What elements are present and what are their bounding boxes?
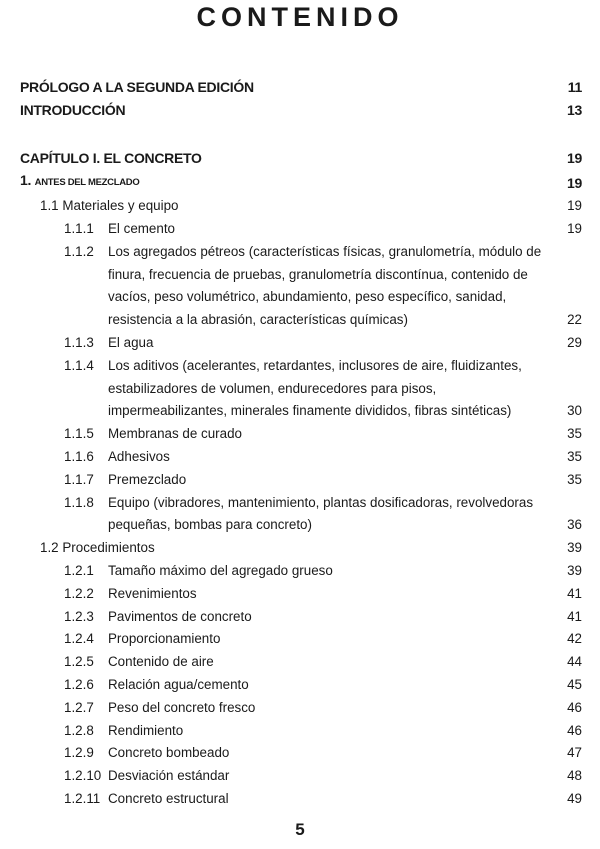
entry-title: Pavimentos de concreto [108,608,252,624]
entry-page-number: 49 [567,790,582,806]
entry-title: CAPÍTULO I. EL CONCRETO [20,149,202,166]
entry-title: Relación agua/cemento [108,676,249,692]
entry-title: Proporcionamiento [108,631,221,647]
toc-entry[interactable] [0,76,600,99]
entry-number: 1.2 [40,540,59,556]
entry-title: Peso del concreto fresco [108,699,256,715]
entry-page-number: 29 [567,334,582,350]
entry-page-number: 46 [567,722,582,738]
entry-page-number: 19 [567,149,582,166]
toc-entry[interactable] [0,147,600,170]
toc-entry[interactable] [0,788,600,811]
entry-number: 1.2.5 [64,654,94,670]
toc-entry[interactable] [0,423,600,446]
toc-entry[interactable] [0,218,600,241]
entry-title: Concreto bombeado [108,745,230,761]
entry-page-number: 35 [567,426,582,442]
entry-number: 1.1.5 [64,426,94,442]
entry-title: Premezclado [108,471,187,487]
entry-title: Materiales y equipo [62,198,179,214]
toc-entry[interactable] [0,537,600,560]
entry-number: 1.2.4 [64,631,94,647]
entry-number: 1.2.7 [64,699,94,715]
entry-page-number: 42 [567,631,582,647]
toc-entry[interactable] [0,169,600,195]
entry-number: 1.2.3 [64,608,94,624]
entry-number: 1.1.6 [64,448,94,464]
entry-page-number: 39 [567,540,582,556]
entry-title: El cemento [108,220,175,236]
entry-page-number: 22 [567,312,582,328]
entry-title: ANTES DEL MEZCLADO [34,177,140,189]
entry-page-number: 35 [567,471,582,487]
page-title: CONTENIDO [196,2,404,32]
entry-title: Membranas de curado [108,426,242,442]
entry-page-number: 36 [567,517,582,533]
entry-title: Los agregados pétreos (características físicas, granulometría, módulo de finura, frecuencia de pruebas, granulometría discontínua, contenido de vacíos, peso volumétrico, abundamiento, peso específico, sanidad, resistencia a la abrasión, características químicas) [108,243,542,328]
entry-number: 1.2.11 [64,790,101,806]
toc-entry[interactable] [0,697,600,720]
entry-page-number: 30 [567,403,582,419]
entry-title: Adhesivos [108,448,170,464]
entry-title: El agua [108,334,154,350]
entry-number: 1.1.8 [64,494,94,510]
table-of-contents [0,76,600,811]
entry-number: 1.1.2 [64,243,94,259]
entry-number: 1.1.3 [64,334,94,350]
entry-page-number: 19 [567,198,582,214]
toc-entry[interactable] [0,674,600,697]
toc-entry[interactable] [0,355,600,423]
entry-page-number: 19 [567,220,582,236]
toc-entry[interactable] [0,720,600,743]
entry-page-number: 13 [567,101,582,118]
entry-number: 1.2.6 [64,676,94,692]
toc-entry[interactable] [0,742,600,765]
entry-title: Concreto estructural [108,790,229,806]
entry-number: 1.1.4 [64,357,94,373]
entry-title: Procedimientos [62,540,155,556]
entry-number: 1.2.2 [64,585,94,601]
entry-page-number: 41 [567,585,582,601]
entry-page-number: 39 [567,562,582,578]
toc-entry[interactable] [0,651,600,674]
entry-title: Equipo (vibradores, mantenimiento, plantas dosificadoras, revolvedoras pequeñas, bombas para concreto) [108,494,534,533]
entry-number: 1.2.8 [64,722,94,738]
entry-number: 1. [20,172,32,189]
toc-entry[interactable] [0,628,600,651]
entry-page-number: 48 [567,768,582,784]
entry-number: 1.2.10 [64,768,102,784]
toc-entry[interactable] [0,606,600,629]
toc-entry[interactable] [0,492,600,538]
toc-entry[interactable] [0,765,600,788]
entry-number: 1.2.1 [64,562,94,578]
toc-entry[interactable] [0,560,600,583]
toc-entry[interactable] [0,332,600,355]
toc-entry[interactable] [0,446,600,469]
toc-entry[interactable] [0,195,600,218]
entry-number: 1.1 [40,198,59,214]
entry-page-number: 11 [567,79,582,95]
entry-page-number: 41 [567,608,582,624]
entry-number: 1.2.9 [64,745,94,761]
entry-page-number: 46 [567,699,582,715]
toc-entry[interactable] [0,469,600,492]
entry-title: Los aditivos (acelerantes, retardantes, inclusores de aire, fluidizantes, estabilizadores de volumen, endurecedores para pisos, impermeabilizantes, minerales finamente divididos, fibras sintéticas) [108,357,522,419]
entry-page-number: 44 [567,654,582,670]
entry-page-number: 45 [567,676,582,692]
toc-entry[interactable] [0,583,600,606]
toc-entry[interactable] [0,99,600,122]
entry-title: INTRODUCCIÓN [20,101,126,118]
entry-title: Desviación estándar [108,768,230,784]
entry-number: 1.1.1 [64,220,94,236]
entry-page-number: 47 [567,745,582,761]
entry-title: Revenimientos [108,585,197,601]
entry-title: Rendimiento [108,722,184,738]
page-number: 5 [295,820,305,839]
entry-page-number: 35 [567,448,582,464]
entry-title: Contenido de aire [108,654,214,670]
entry-title: PRÓLOGO A LA SEGUNDA EDICIÓN [20,79,254,95]
entry-title: Tamaño máximo del agregado grueso [108,562,333,578]
entry-page-number: 19 [567,175,582,192]
entry-number: 1.1.7 [64,471,94,487]
toc-entry[interactable] [0,241,600,332]
